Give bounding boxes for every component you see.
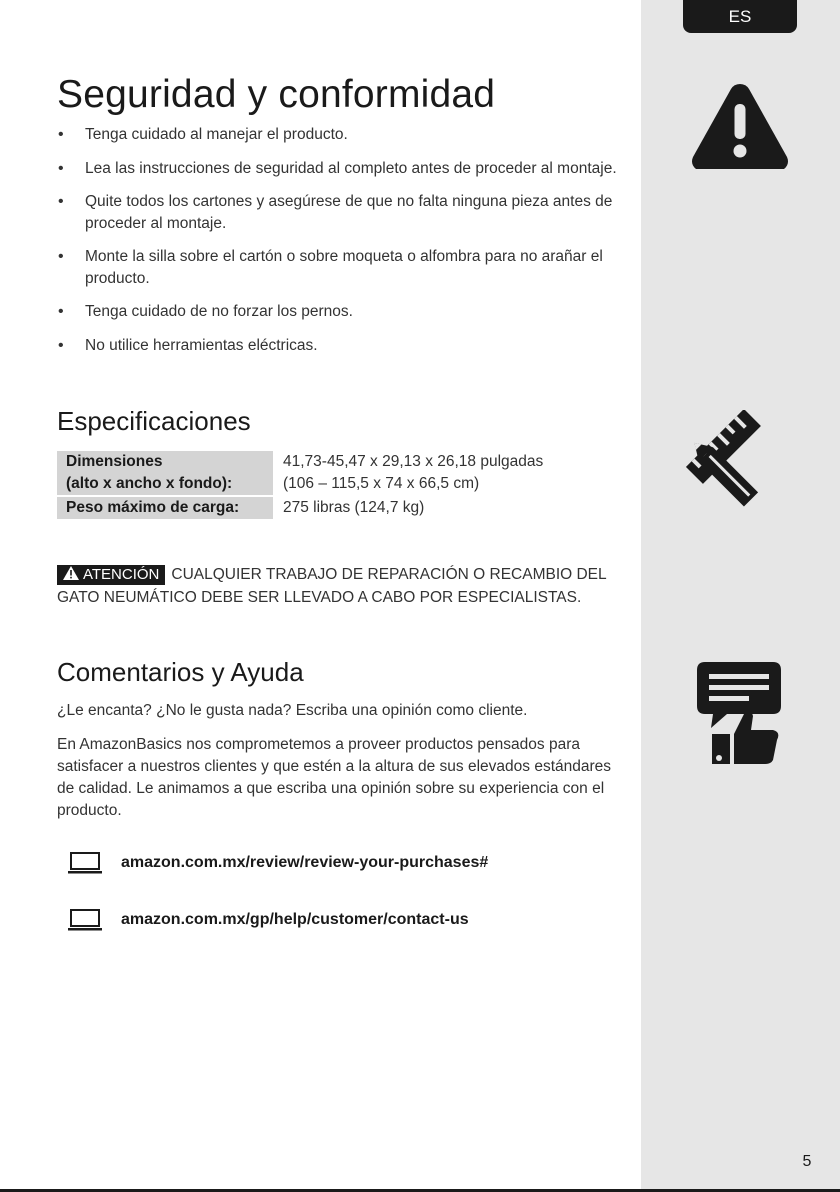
- feedback-thumbs-up-icon: [697, 662, 781, 766]
- review-link-row[interactable]: [68, 852, 488, 874]
- warning-badge: [57, 565, 165, 585]
- safety-list: [57, 124, 627, 368]
- spec-value: 41,73-45,47 x 29,13 x 26,18 pulgadas (106 – 115,5 x 74 x 66,5 cm): [283, 453, 544, 492]
- page-number: 5: [802, 1153, 812, 1170]
- contact-link[interactable]: amazon.com.mx/gp/help/customer/contact-us: [121, 911, 469, 928]
- list-item: • Quite todos los cartones y asegúrese de que no falta ninguna pieza antes de proceder al montaje.: [57, 191, 627, 234]
- list-item: • Tenga cuidado de no forzar los pernos.: [57, 301, 627, 323]
- laptop-icon: [68, 852, 102, 874]
- table-row: [57, 497, 552, 519]
- review-link[interactable]: amazon.com.mx/review/review-your-purchases#: [121, 854, 489, 871]
- language-tab: [683, 0, 797, 33]
- specs-title: Especificaciones: [57, 406, 251, 436]
- warning-notice: [57, 563, 627, 609]
- list-item: • Tenga cuidado al manejar el producto.: [57, 124, 627, 146]
- laptop-icon: [68, 909, 102, 931]
- specs-table: [57, 449, 552, 521]
- contact-link-row[interactable]: [68, 909, 469, 931]
- spec-key: Peso máximo de carga:: [57, 497, 273, 519]
- feedback-body: En AmazonBasics nos comprometemos a proveer productos pensados para satisfacer a nuestros clientes y que estén a la altura de sus elevados estándares de calidad. Le animamos a que escriba una opinión sobre su experiencia con el producto.: [57, 736, 612, 819]
- sidebar: [641, 0, 840, 1190]
- spec-key: Dimensiones (alto x ancho x fondo):: [57, 451, 273, 495]
- list-item: • Monte la silla sobre el cartón o sobre moqueta o alfombra para no arañar el producto.: [57, 246, 627, 289]
- table-row: [57, 451, 552, 495]
- feedback-intro: ¿Le encanta? ¿No le gusta nada? Escriba una opinión como cliente.: [57, 702, 528, 719]
- safety-title: Seguridad y conformidad: [57, 73, 496, 116]
- spec-value: 275 libras (124,7 kg): [283, 499, 425, 516]
- list-item: • Lea las instrucciones de seguridad al completo antes de proceder al montaje.: [57, 158, 627, 180]
- warning-badge-label: ATENCIÓN: [83, 566, 160, 583]
- pencil-ruler-icon: [686, 410, 792, 514]
- warning-triangle-icon: [688, 78, 792, 173]
- warning-text: CUALQUIER TRABAJO DE REPARACIÓN O RECAMBIO DEL GATO NEUMÁTICO DEBE SER LLEVADO A CABO POR ESPECIALISTAS.: [57, 566, 607, 606]
- language-label: ES: [728, 6, 752, 26]
- list-item: • No utilice herramientas eléctricas.: [57, 335, 627, 357]
- feedback-title: Comentarios y Ayuda: [57, 657, 304, 687]
- warning-icon: [63, 566, 79, 580]
